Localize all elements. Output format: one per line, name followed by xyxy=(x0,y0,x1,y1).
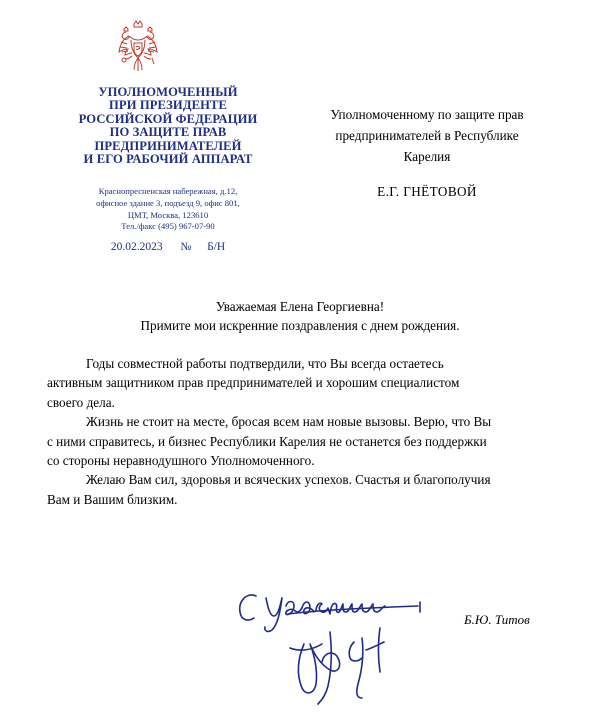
organization-address xyxy=(48,186,288,233)
body-line: своего дела. xyxy=(47,394,115,410)
address-line: Тел./факс (495) 967-07-90 xyxy=(121,221,215,232)
recipient-title xyxy=(300,104,554,167)
number-sign: № xyxy=(180,241,192,253)
org-name-line: ПРИ ПРЕЗИДЕНТЕ xyxy=(109,98,227,113)
salutation-line: Уважаемая Елена Георгиевна! xyxy=(215,299,385,314)
handwritten-signature xyxy=(234,584,448,712)
address-line: офисное здание 3, подъезд 9, офис 801, xyxy=(96,197,240,208)
coat-of-arms-emblem xyxy=(116,18,160,76)
organization-name xyxy=(48,86,288,166)
address-line: ЦМТ, Москва, 123610 xyxy=(127,209,209,220)
org-name-line: ПРЕДПРИНИМАТЕЛЕЙ xyxy=(94,138,242,153)
document-number: Б/Н xyxy=(207,241,226,253)
letter-salutation xyxy=(40,297,560,335)
org-name-line: РОССИЙСКОЙ ФЕДЕРАЦИИ xyxy=(78,111,258,126)
org-name-line: ПО ЗАЩИТЕ ПРАВ xyxy=(109,125,227,140)
recipient-title-line: Уполномоченному по защите прав xyxy=(330,107,524,122)
recipient-name: Е.Г. ГНЁТОВОЙ xyxy=(377,184,477,199)
document-date: 20.02.2023 xyxy=(110,241,163,253)
body-line: Желаю Вам сил, здоровья и всяческих успехов. Счастья и благополучия xyxy=(86,472,491,488)
org-name-line: УПОЛНОМОЧЕННЫЙ xyxy=(98,85,238,99)
body-line: Вам и Вашим близким. xyxy=(47,491,178,507)
address-line: Краснопресненская набережная, д.12, xyxy=(98,186,238,196)
signature-scribble-icon xyxy=(234,584,448,712)
body-line: со стороны неравнодушного Уполномоченного. xyxy=(47,453,315,469)
signer-name: Б.Ю. Титов xyxy=(464,612,530,627)
recipient-title-line: Карелия xyxy=(403,149,451,164)
body-line: с ними справитесь, и бизнес Республики Карелия не останется без поддержки xyxy=(47,433,487,449)
document-registration xyxy=(48,241,288,253)
body-line: активным защитником прав предпринимателей и хорошим специалистом xyxy=(47,375,460,391)
body-line: Жизнь не стоит на месте, бросая всем нам новые вызовы. Верю, что Вы xyxy=(86,414,492,430)
double-headed-eagle-icon xyxy=(116,18,160,76)
org-name-line: И ЕГО РАБОЧИЙ АППАРАТ xyxy=(83,152,253,167)
greeting-line: Примите мои искренние поздравления с днем рождения. xyxy=(140,318,460,333)
body-line: Годы совместной работы подтвердили, что Вы всегда остаетесь xyxy=(86,356,444,371)
recipient-title-line: предпринимателей в Республике xyxy=(335,128,519,143)
letter-body xyxy=(47,354,557,509)
